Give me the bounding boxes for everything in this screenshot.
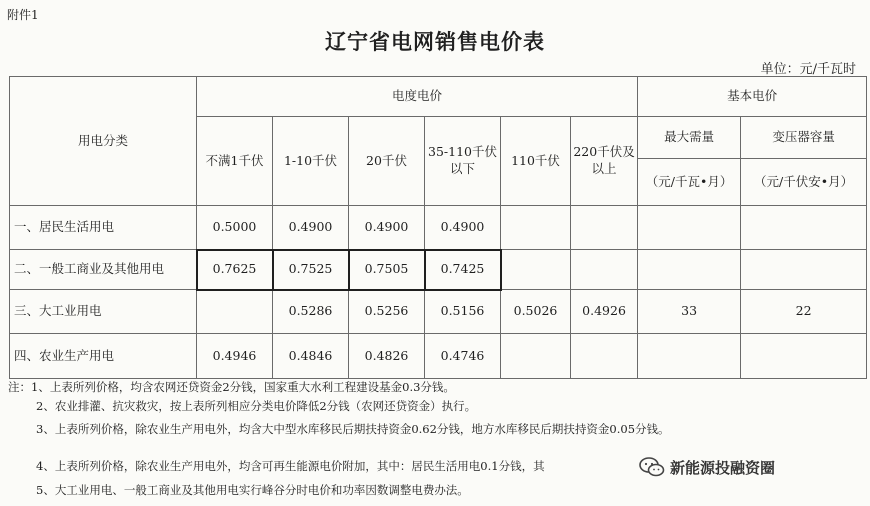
basic-unit: （元/千伏安•月） [741,159,867,206]
price-cell: 0.7525 [273,250,349,290]
price-cell [571,334,638,379]
basic-unit: （元/千瓦•月） [638,159,741,206]
price-cell: 0.5026 [501,290,571,334]
watermark [638,456,775,478]
price-cell: 0.5156 [425,290,501,334]
price-cell: 0.4900 [273,206,349,250]
voltage-header: 不满1千伏 [197,117,273,206]
price-cell [571,206,638,250]
price-cell [638,334,741,379]
price-cell [197,290,273,334]
voltage-header: 1-10千伏 [273,117,349,206]
price-cell: 0.4926 [571,290,638,334]
price-cell [741,206,867,250]
note-line: 4、上表所列价格，除农业生产用电外，均含可再生能源电价附加，其中：居民生活用电0.1分钱，其 [36,459,545,473]
page-title: 辽宁省电网销售电价表 [325,29,545,54]
price-cell [501,206,571,250]
price-cell [638,206,741,250]
table-row [10,334,867,379]
basic-header: 最大需量 [638,117,741,159]
price-cell: 0.4846 [273,334,349,379]
basic-price-header: 基本电价 [638,77,867,117]
note-line: 3、上表所列价格，除农业生产用电外，均含大中型水库移民后期扶持资金0.62分钱，地方水库移民后期扶持资金0.05分钱。 [36,422,670,436]
price-cell: 0.7425 [425,250,501,290]
row-category: 四、农业生产用电 [10,334,197,379]
unit-label: 单位：元/千瓦时 [760,62,856,77]
price-cell [638,250,741,290]
price-cell: 0.4746 [425,334,501,379]
energy-price-header: 电度电价 [197,77,638,117]
price-cell [571,250,638,290]
note-line: 注：1、上表所列价格，均含农网还贷资金2分钱，国家重大水利工程建设基金0.3分钱。 [8,380,455,394]
price-cell [501,334,571,379]
price-table [9,76,867,379]
row-category: 二、一般工商业及其他用电 [10,250,197,290]
price-cell: 0.5000 [197,206,273,250]
price-cell [741,334,867,379]
price-cell: 0.4946 [197,334,273,379]
basic-header: 变压器容量 [741,117,867,159]
price-cell [741,250,867,290]
price-cell: 0.5256 [349,290,425,334]
note-line: 2、农业排灌、抗灾救灾，按上表所列相应分类电价降低2分钱（农网还贷资金）执行。 [36,399,477,413]
row-category: 三、大工业用电 [10,290,197,334]
table-row [10,206,867,250]
table-row [10,290,867,334]
price-cell: 0.7505 [349,250,425,290]
voltage-header: 35-110千伏以下 [425,117,501,206]
voltage-header: 220千伏及以上 [571,117,638,206]
attachment-label: 附件1 [7,8,39,22]
price-cell: 0.7625 [197,250,273,290]
watermark-text: 新能源投融资圈 [670,458,776,477]
wechat-icon [638,456,666,478]
price-cell: 0.4826 [349,334,425,379]
price-cell: 0.5286 [273,290,349,334]
voltage-header: 110千伏 [501,117,571,206]
price-cell [501,250,571,290]
note-line: 5、大工业用电、一般工商业及其他用电实行峰谷分时电价和功率因数调整电费办法。 [36,483,469,497]
row-category: 一、居民生活用电 [10,206,197,250]
table-row [10,250,867,290]
voltage-header: 20千伏 [349,117,425,206]
price-cell: 22 [741,290,867,334]
price-cell: 33 [638,290,741,334]
price-cell: 0.4900 [349,206,425,250]
category-header: 用电分类 [10,77,197,206]
price-cell: 0.4900 [425,206,501,250]
